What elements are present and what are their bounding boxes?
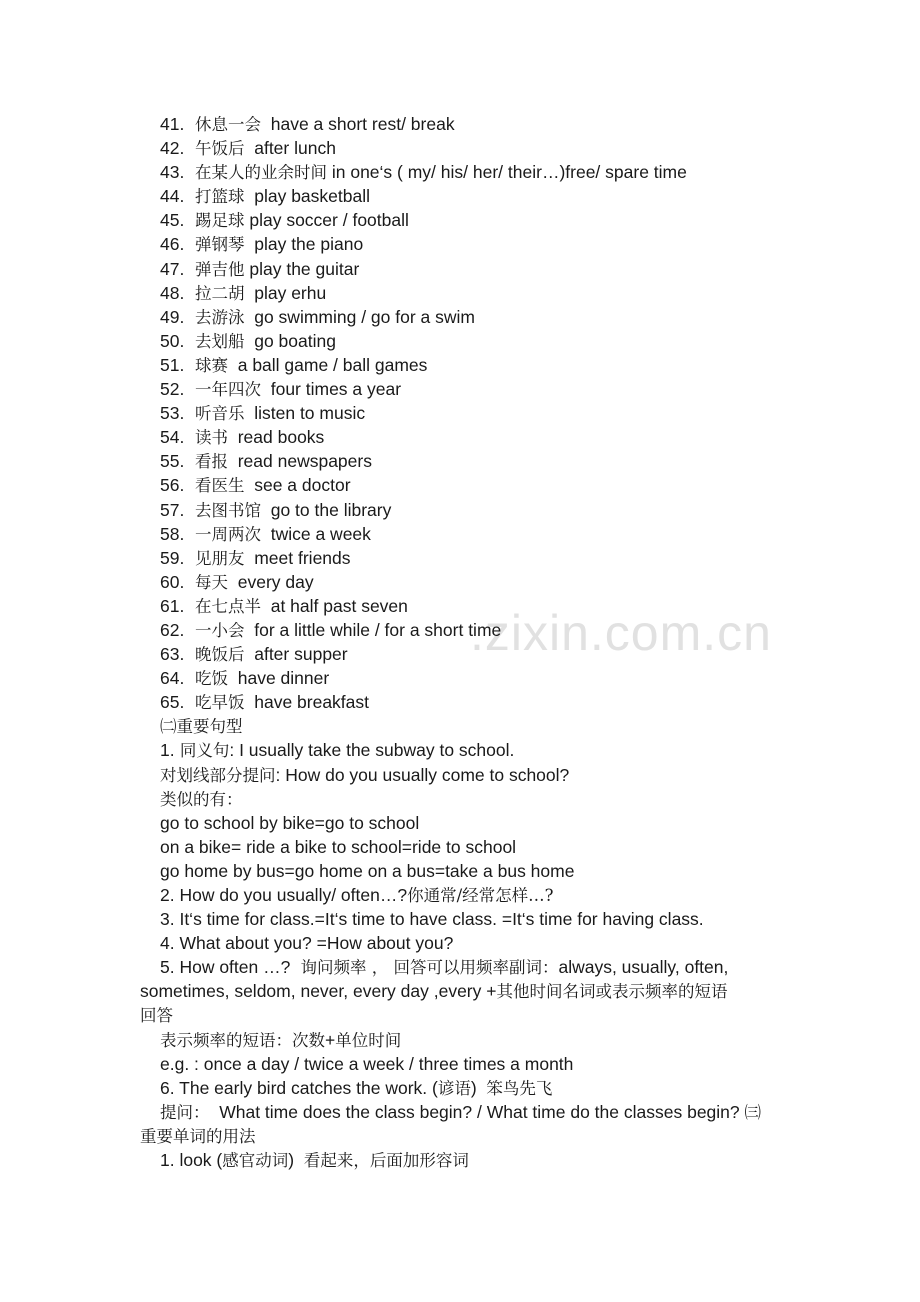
similar-label: 类似的有：: [160, 789, 243, 809]
phrase-chinese: 听音乐: [195, 404, 245, 424]
phrase-item: [0, 257, 920, 281]
phrase-english: have dinner: [228, 668, 330, 689]
phrase-english: meet friends: [244, 547, 351, 568]
phrase-chinese: 去游泳: [195, 307, 245, 327]
phrase-item: [0, 281, 920, 305]
phrase-chinese: 弹吉他: [195, 259, 245, 279]
example-1: go to school by bike=go to school: [160, 812, 420, 833]
frequency-phrase-def: 表示频率的短语：次数+单位时间: [160, 1029, 402, 1050]
phrase-chinese: 吃早饭: [195, 693, 245, 713]
section-heading-sentences: ㈡重要句型: [160, 717, 243, 737]
phrase-item: [0, 425, 920, 449]
phrase-chinese: 拉二胡: [195, 283, 245, 303]
phrase-item: [0, 353, 920, 377]
phrase-item: [0, 329, 920, 353]
section-heading-words: 重要单词的用法: [140, 1126, 256, 1146]
phrase-number: 52.: [160, 379, 185, 400]
phrase-item: [0, 184, 920, 208]
phrase-number: 53.: [160, 403, 185, 424]
sentence-4: 4. What about you? =How about you?: [160, 933, 454, 954]
phrase-english: go swimming / go for a swim: [244, 306, 475, 327]
phrase-chinese: 读书: [195, 428, 228, 448]
phrase-item: [0, 136, 920, 160]
phrase-chinese: 打篮球: [195, 187, 245, 207]
phrase-item: [0, 594, 920, 618]
phrase-english: for a little while / for a short time: [244, 619, 502, 640]
phrase-english: every day: [228, 571, 314, 592]
phrase-item: [0, 208, 920, 232]
phrase-english: at half past seven: [261, 595, 408, 616]
phrase-english: listen to music: [244, 403, 366, 424]
phrase-item: [0, 160, 920, 184]
phrase-number: 49.: [160, 306, 185, 327]
phrase-english: have breakfast: [244, 692, 370, 713]
phrase-item: [0, 377, 920, 401]
phrase-chinese: 看医生: [195, 476, 245, 496]
phrase-item: [0, 449, 920, 473]
phrase-item: [0, 232, 920, 256]
phrase-english: a ball game / ball games: [228, 354, 428, 375]
phrase-chinese: 一小会: [195, 620, 245, 640]
phrase-item: [0, 570, 920, 594]
phrase-chinese: 弹钢琴: [195, 235, 245, 255]
phrase-number: 42.: [160, 138, 185, 159]
sentence-5-answer: 回答: [140, 1006, 173, 1026]
phrase-chinese: 吃饭: [195, 669, 228, 689]
sentence-1-question: 对划线部分提问: How do you usually come to school?: [160, 764, 570, 785]
phrase-chinese: 去图书馆: [195, 500, 261, 520]
phrase-number: 62.: [160, 619, 185, 640]
phrase-english: in one‘s ( my/ his/ her/ their…)free/ spare time: [327, 162, 687, 183]
phrase-chinese: 一周两次: [195, 524, 261, 544]
phrase-number: 50.: [160, 330, 185, 351]
phrase-english: twice a week: [261, 523, 371, 544]
phrase-item: [0, 305, 920, 329]
phrase-english: read books: [228, 427, 325, 448]
sentence-5-continued: sometimes, seldom, never, every day ,every +其他时间名词或表示频率的短语: [140, 981, 728, 1002]
phrase-chinese: 晚饭后: [195, 645, 245, 665]
phrase-list: [0, 112, 920, 714]
phrase-number: 44.: [160, 186, 185, 207]
phrase-english: have a short rest/ break: [261, 114, 455, 134]
frequency-examples: e.g. : once a day / twice a week / three times a month: [160, 1053, 574, 1074]
sentence-6: 6. The early bird catches the work. (谚语) 笨鸟先飞: [160, 1077, 553, 1098]
phrase-english: go to the library: [261, 499, 392, 520]
phrase-item: [0, 522, 920, 546]
phrase-chinese: 每天: [195, 572, 228, 592]
sentence-2: 2. How do you usually/ often…?你通常/经常怎样…?: [160, 885, 554, 905]
phrase-number: 59.: [160, 547, 185, 568]
phrase-number: 58.: [160, 523, 185, 544]
phrase-chinese: 在七点半: [195, 596, 261, 616]
phrase-chinese: 踢足球: [195, 211, 245, 231]
phrase-item: [0, 666, 920, 690]
sentence-3: 3. It‘s time for class.=It‘s time to have class. =It‘s time for having class.: [160, 909, 704, 930]
phrase-number: 41.: [160, 114, 185, 134]
phrase-item: [0, 690, 920, 714]
phrase-english: play the guitar: [244, 258, 360, 279]
phrase-item: [0, 401, 920, 425]
phrase-number: 54.: [160, 427, 185, 448]
phrase-number: 64.: [160, 668, 185, 689]
phrase-item: [0, 473, 920, 497]
phrase-chinese: 休息一会: [195, 115, 261, 134]
phrase-english: read newspapers: [228, 451, 372, 472]
phrase-chinese: 一年四次: [195, 380, 261, 400]
phrase-chinese: 见朋友: [195, 548, 245, 568]
phrase-chinese: 在某人的业余时间: [195, 163, 327, 183]
phrase-item: [0, 642, 920, 666]
phrase-english: see a doctor: [244, 475, 351, 496]
phrase-english: play soccer / football: [244, 210, 409, 231]
phrase-english: play the piano: [244, 234, 364, 255]
phrase-number: 46.: [160, 234, 185, 255]
document-body: [0, 112, 920, 1172]
phrase-number: 65.: [160, 692, 185, 713]
phrase-number: 60.: [160, 571, 185, 592]
phrase-item: [0, 546, 920, 570]
phrase-number: 51.: [160, 354, 185, 375]
phrase-chinese: 去划船: [195, 331, 245, 351]
phrase-number: 61.: [160, 595, 185, 616]
phrase-item: [0, 112, 920, 136]
phrase-english: play erhu: [244, 282, 327, 303]
phrase-number: 56.: [160, 475, 185, 496]
phrase-english: four times a year: [261, 379, 402, 400]
phrase-chinese: 看报: [195, 452, 228, 472]
phrase-number: 63.: [160, 644, 185, 665]
phrase-number: 48.: [160, 282, 185, 303]
sentence-1: 1. 同义句: I usually take the subway to school.: [160, 740, 515, 761]
phrase-english: play basketball: [244, 186, 370, 207]
sentence-5: 5. How often …? 询问频率 ， 回答可以用频率副词：always, usually, often,: [160, 957, 729, 978]
example-2: on a bike= ride a bike to school=ride to school: [160, 836, 517, 857]
phrase-number: 43.: [160, 162, 185, 183]
word-1: 1. look (感官动词) 看起来，后面加形容词: [160, 1150, 469, 1171]
phrase-english: after supper: [244, 644, 348, 665]
phrase-english: after lunch: [244, 138, 336, 159]
phrase-number: 55.: [160, 451, 185, 472]
phrase-number: 57.: [160, 499, 185, 520]
phrase-english: go boating: [244, 330, 336, 351]
phrase-chinese: 午饭后: [195, 139, 245, 159]
phrase-item: [0, 498, 920, 522]
question-line: 提问： What time does the class begin? / What time do the classes begin? ㈢: [160, 1101, 761, 1122]
example-3: go home by bus=go home on a bus=take a bus home: [160, 860, 575, 881]
phrase-number: 45.: [160, 210, 185, 231]
phrase-number: 47.: [160, 258, 185, 279]
phrase-item: [0, 618, 920, 642]
watermark: .zixin.com.cn: [470, 605, 772, 661]
phrase-chinese: 球赛: [195, 355, 228, 375]
